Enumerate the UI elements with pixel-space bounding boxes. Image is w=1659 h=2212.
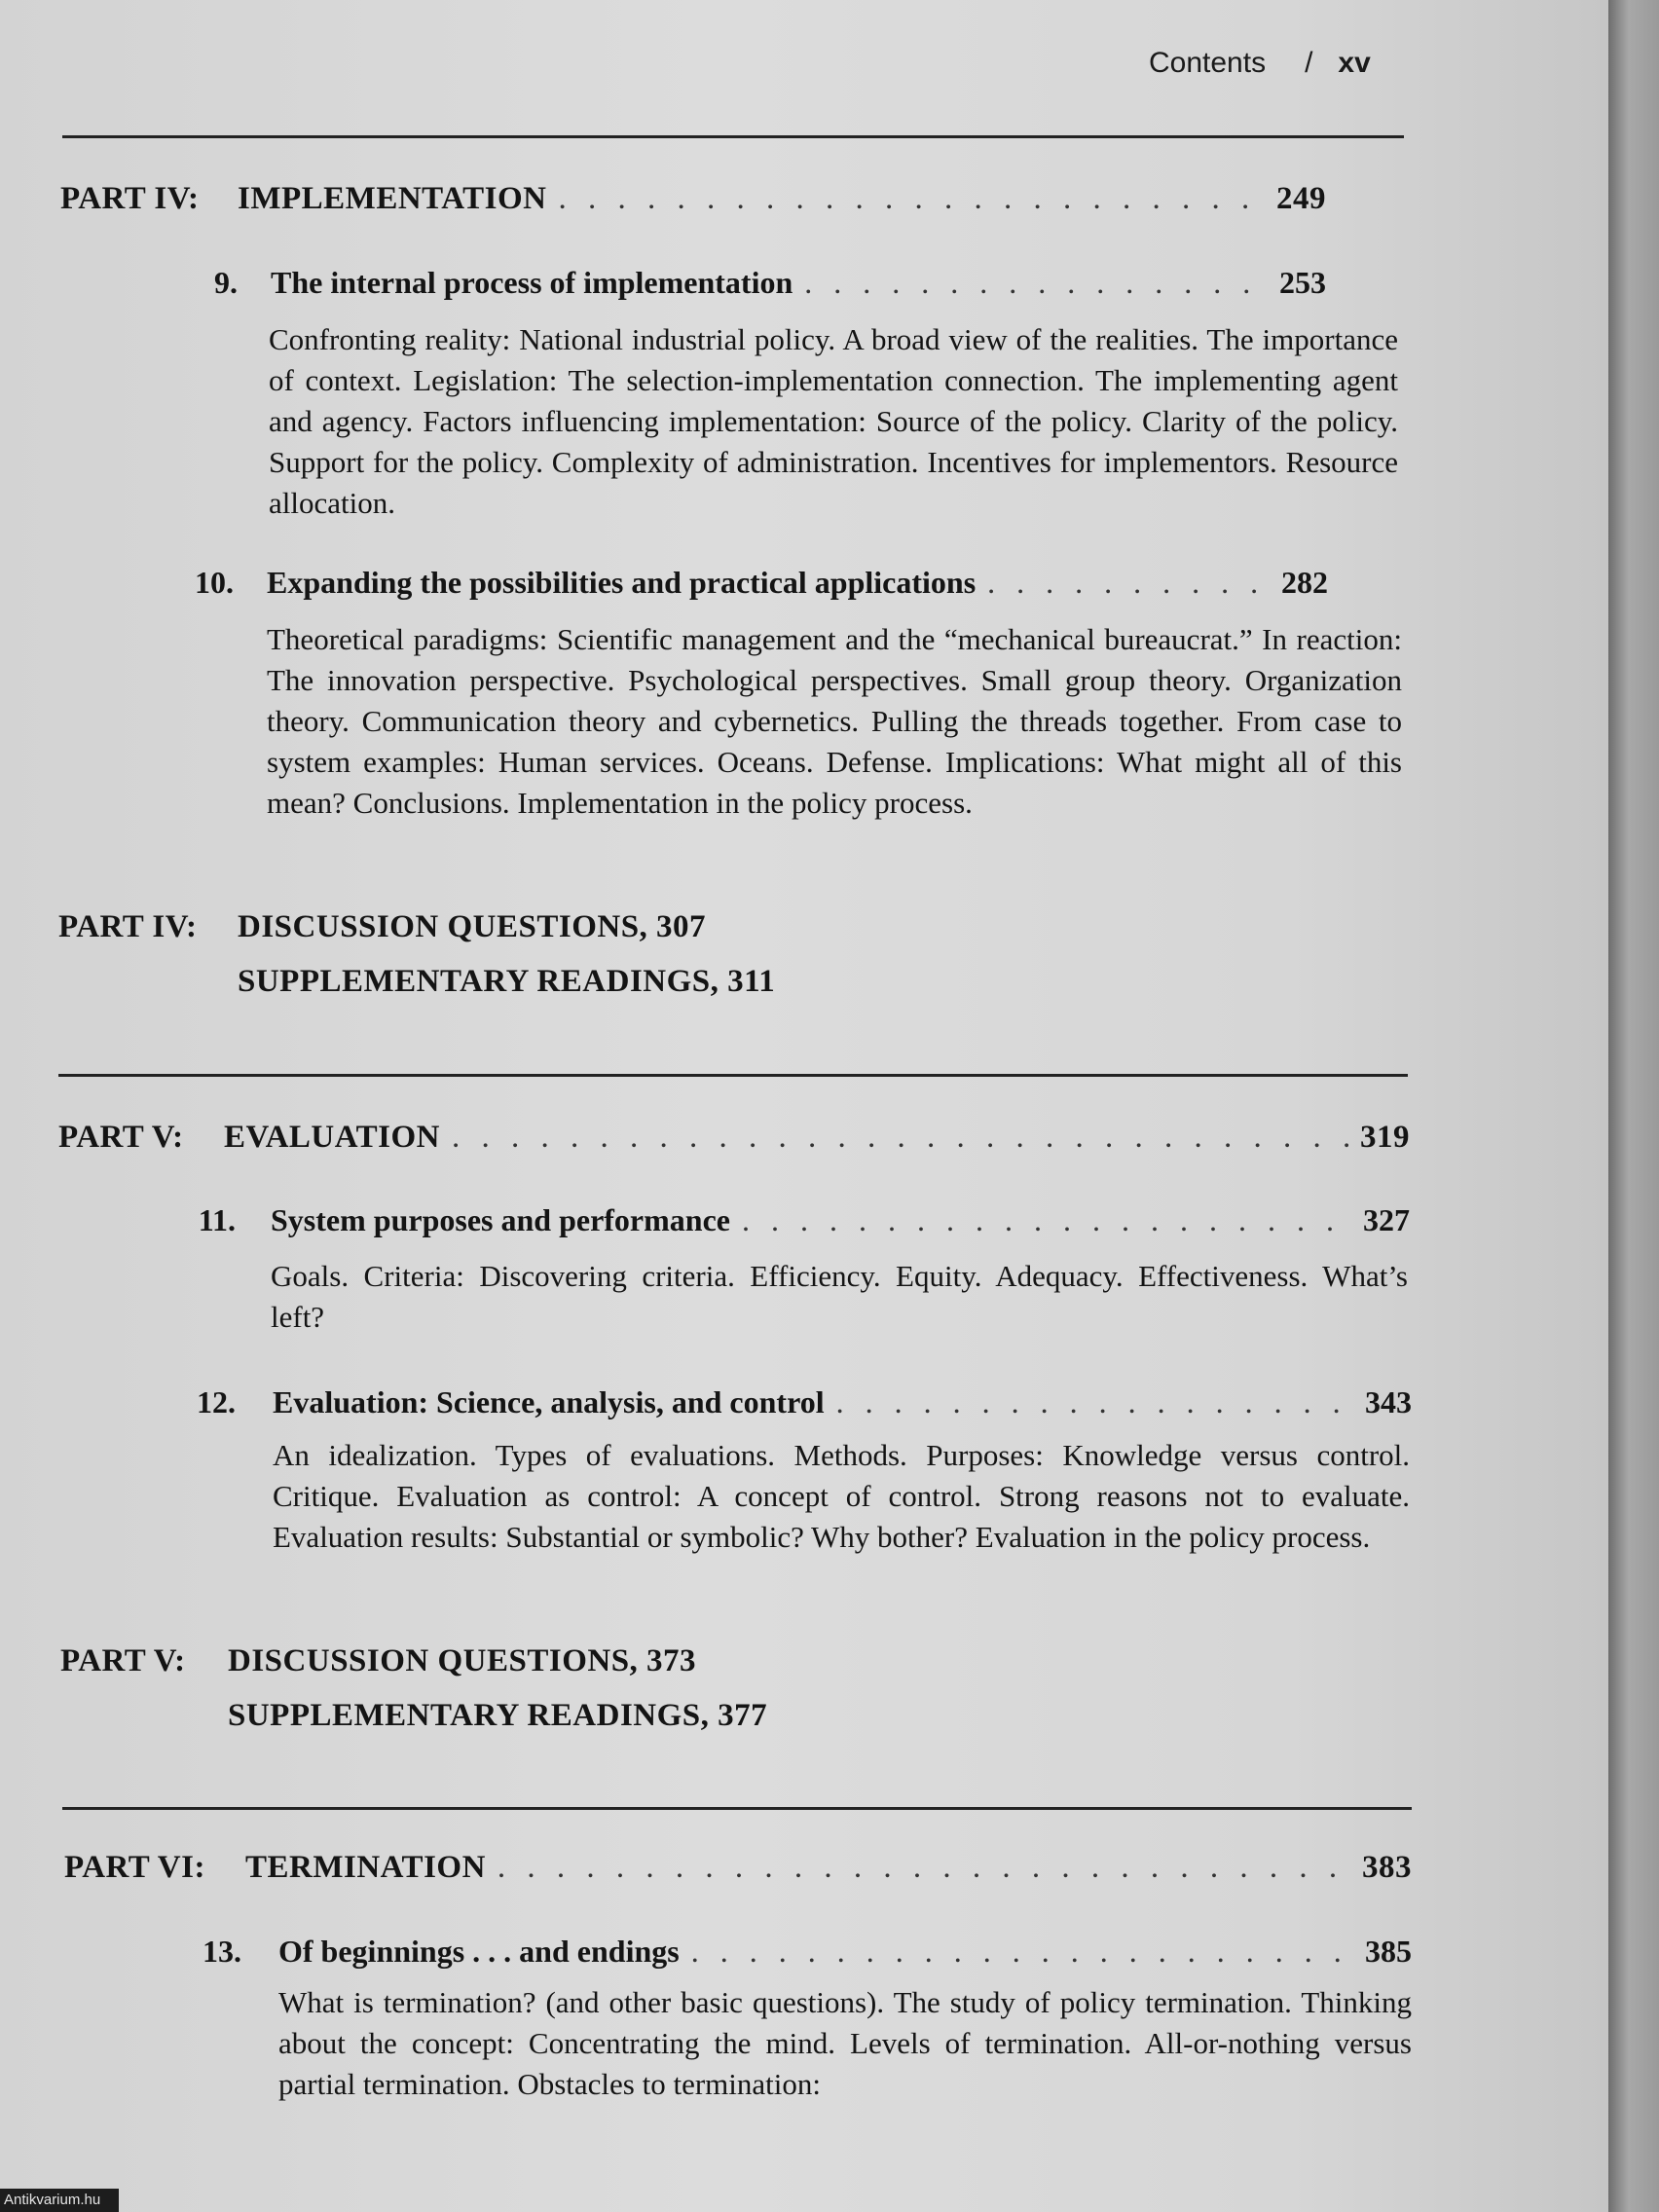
part-rule [62,135,1404,138]
part-title: IMPLEMENTATION [238,181,547,216]
chapter-description: An idealization. Types of evaluations. Methods. Purposes: Knowledge versus control. Critique. Evaluation as control: A concept of control. Strong reasons not to evaluate. Evaluation results: Substantial or symbolic? Why bother? Evaluation in the policy process. [273,1438,1410,1554]
supplementary-readings: SUPPLEMENTARY READINGS, 311 [238,964,776,999]
part-label: PART V: [58,1120,184,1155]
running-head [1149,47,1371,80]
leader-dots [836,1384,1353,1420]
chapter-description: What is termination? (and other basic questions). The study of policy termination. Thinking about the concept: Concentrating the mind. Levels of termination. All-or-nothing versus partial termination. Obstacles to termination: [278,1985,1412,2101]
part-title: EVALUATION [224,1120,440,1155]
discussion-questions: DISCUSSION QUESTIONS, 373 [228,1643,697,1678]
leader-dots [558,181,1265,217]
chapter-description: Goals. Criteria: Discovering criteria. Efficiency. Equity. Adequacy. Effectiveness. What’s left? [271,1259,1408,1334]
leader-dots [742,1202,1351,1238]
running-head-separator: / [1305,47,1313,79]
leader-dots [691,1934,1353,1970]
leader-dots [498,1850,1350,1886]
leader-dots [804,265,1268,301]
part-page: 383 [1362,1850,1412,1885]
chapter-page: 327 [1363,1202,1410,1237]
chapter-page: 253 [1279,265,1326,300]
chapter-page: 385 [1365,1934,1412,1969]
part-heading [64,1850,1412,1886]
chapter-title: The internal process of implementation [271,265,793,300]
part-title: TERMINATION [245,1850,486,1885]
part-rule [62,1807,1412,1810]
leader-dots [987,565,1270,601]
running-head-page: xv [1338,47,1371,79]
chapter-description: Theoretical paradigms: Scientific management and the “mechanical bureaucrat.” In reaction: The innovation perspective. Psychological perspectives. Small group theory. Organization theory. Communication theory and cybernetics. Pulling the threads together. From case to system examples: Human services. Oceans. Defense. Implications: What might all of this mean? Conclusions. Implementation in the policy process. [267,622,1402,820]
discussion-questions: DISCUSSION QUESTIONS, 307 [238,909,707,944]
part-page: 249 [1276,181,1326,216]
chapter-description: Confronting reality: National industrial policy. A broad view of the realities. The importance of context. Legislation: The selection-implementation connection. The implementing agent and agency. Factors influencing implementation: Source of the policy. Clarity of the policy. Support for the policy. Complexity of administration. Incentives for implementors. Resource allocation. [269,322,1398,520]
part-page: 319 [1360,1120,1410,1155]
chapter-number: 10. [195,565,234,600]
chapter-title: Expanding the possibilities and practical applications [267,565,977,600]
part-heading [58,1120,1410,1156]
part-label: PART IV: [58,909,198,944]
chapter-number: 9. [214,265,238,300]
supplementary-readings: SUPPLEMENTARY READINGS, 377 [228,1698,768,1733]
part-end-matter [60,1634,767,1743]
part-label: PART IV: [60,181,200,216]
chapter-heading [193,1202,1410,1238]
chapter-heading [191,565,1328,601]
watermark: Antikvarium.hu [0,2189,119,2212]
running-head-title: Contents [1149,47,1267,79]
chapter-title: Evaluation: Science, analysis, and control [273,1384,825,1419]
chapter-number: 13. [203,1934,241,1969]
chapter-heading [195,265,1326,301]
chapter-heading [193,1384,1412,1420]
chapter-number: 11. [198,1202,236,1237]
page-edge [1608,0,1659,2212]
chapter-heading [199,1934,1412,1970]
chapter-page: 343 [1365,1384,1412,1419]
part-label: PART VI: [64,1850,205,1885]
part-rule [58,1074,1408,1077]
leader-dots [452,1120,1348,1156]
part-heading [60,181,1326,217]
chapter-number: 12. [197,1384,236,1419]
chapter-page: 282 [1281,565,1328,600]
chapter-title: System purposes and performance [271,1202,730,1237]
part-end-matter [58,900,775,1009]
chapter-title: Of beginnings . . . and endings [278,1934,680,1969]
part-label: PART V: [60,1643,186,1678]
